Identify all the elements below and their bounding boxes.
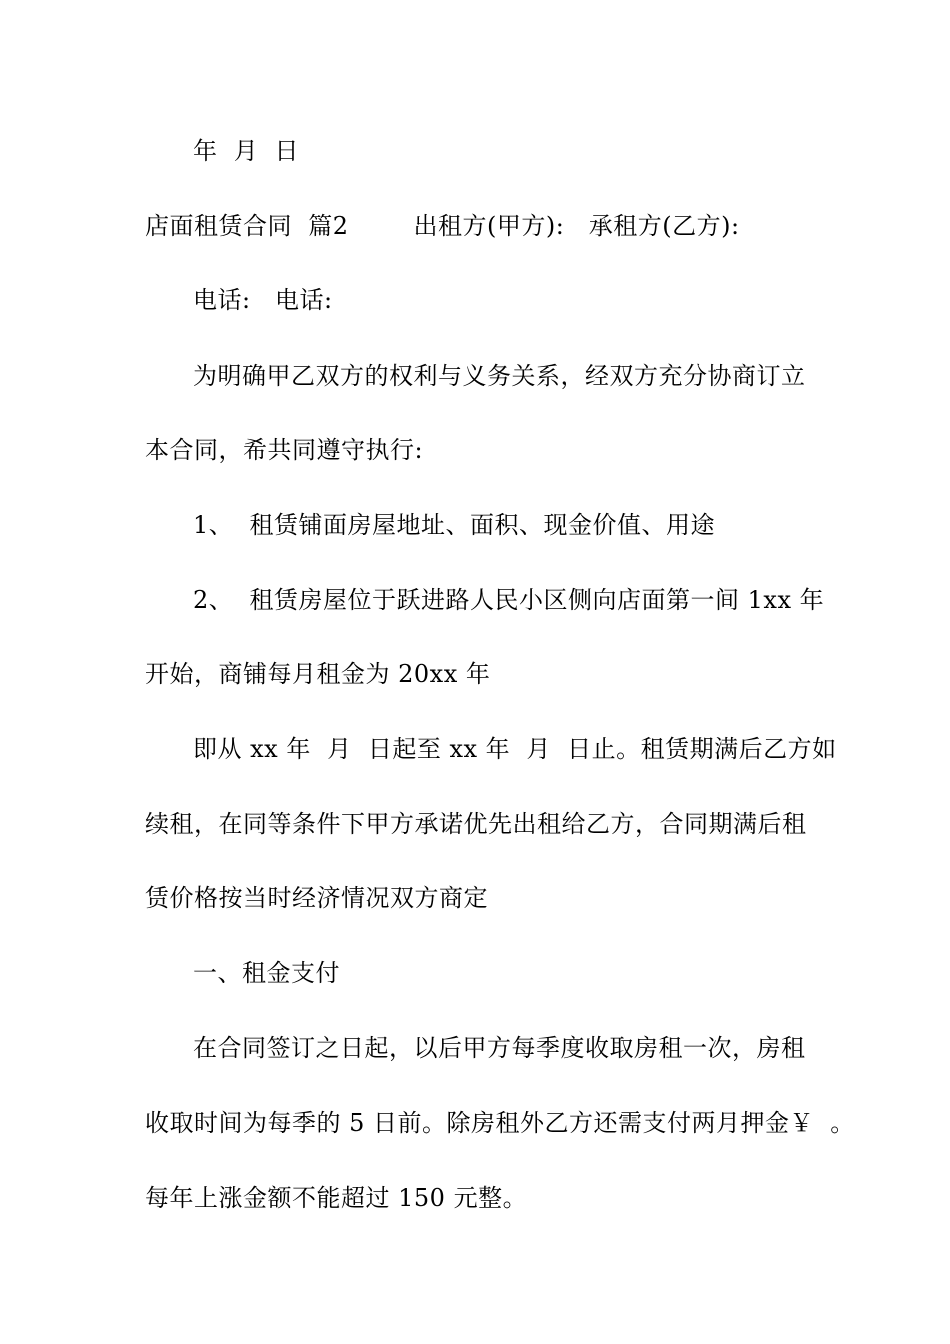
date-line: 年 月 日 bbox=[193, 137, 300, 165]
paragraph-line: 本合同，希共同遵守执行: bbox=[145, 436, 424, 464]
paragraph-line: 即从 xx 年 月 日起至 xx 年 月 日止。租赁期满后乙方如 bbox=[193, 735, 837, 763]
list-item-2: 2、 租赁房屋位于跃进路人民小区侧向店面第一间 1xx 年 bbox=[193, 586, 825, 614]
paragraph-line: 为明确甲乙双方的权利与义务关系，经双方充分协商订立 bbox=[193, 362, 806, 390]
phone-line: 电话: 电话: bbox=[193, 286, 333, 314]
list-item-1: 1、 租赁铺面房屋地址、面积、现金价值、用途 bbox=[193, 511, 716, 539]
paragraph-line: 收取时间为每季的 5 日前。除房租外乙方还需支付两月押金￥ 。 bbox=[145, 1109, 855, 1137]
paragraph-line: 在合同签订之日起，以后甲方每季度收取房租一次，房租 bbox=[193, 1034, 806, 1062]
paragraph-line: 赁价格按当时经济情况双方商定 bbox=[145, 884, 488, 912]
paragraph-line: 续租，在同等条件下甲方承诺优先出租给乙方，合同期满后租 bbox=[145, 810, 807, 838]
paragraph-line: 每年上涨金额不能超过 150 元整。 bbox=[145, 1184, 528, 1212]
contract-heading-line: 店面租赁合同 篇2 出租方(甲方): 承租方(乙方): bbox=[145, 212, 740, 240]
section-heading: 一、租金支付 bbox=[193, 959, 340, 987]
paragraph-line: 开始，商铺每月租金为 20xx 年 bbox=[145, 660, 491, 688]
